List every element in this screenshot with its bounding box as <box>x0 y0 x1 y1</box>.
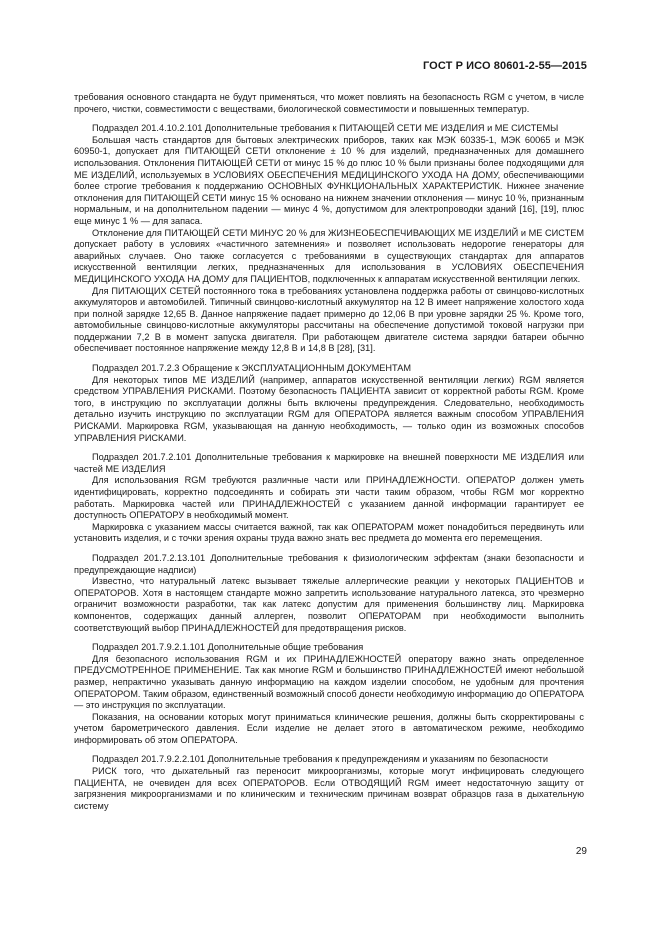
paragraph: Большая часть стандартов для бытовых электрических приборов, таких как МЭК 60335-1, МЭК 60065 и МЭК 60950-1, допускает для ПИТАЮЩЕЙ СЕТИ отклонение ± 10 % для изделий, предназначенных для домашнего использования. Отклонения ПИТАЮЩЕЙ СЕТИ от минус 15 % до плюс 10 % были признаны более подходящими для МЕ ИЗДЕЛИЙ, используемых в УСЛОВИЯХ ОБЕСПЕЧЕНИЯ МЕДИЦИНСКОГО УХОДА НА ДОМУ, обеспечивающими более строгие требования к поддержанию ОСНОВНЫХ ФУНКЦИОНАЛЬНЫХ ХАРАКТЕРИСТИК. Нижнее значение отклонения для ПИТАЮЩЕЙ СЕТИ минус 15 % основано на нижнем значении отклонения — минус 10 %, признанным нормальным, и на дополнительном падении — минус 4 %, допустимом для электропроводки зданий [16], [19], плюс еще минус 1 % — для запаса. <box>74 134 584 226</box>
subsection-heading: Подраздел 201.7.2.13.101 Дополнительные требования к физиологическим эффектам (знаки безопасности и предупреждающие надписи) <box>74 552 584 575</box>
body-text <box>74 92 584 812</box>
paragraph: Для некоторых типов МЕ ИЗДЕЛИЙ (например, аппаратов искусственной вентиляции легких) RGM является средством УПРАВЛЕНИЯ РИСКАМИ. Поэтому безопасность ПАЦИЕНТА зависит от корректной работы RGM. Кроме того, в инструкцию по эксплуатации должны быть включены предупреждения. Следовательно, необходимость детально изучить инструкцию по эксплуатации RGM для ОПЕРАТОРА является важным способом УПРАВЛЕНИЯ РИСКАМИ. Маркировка RGM, указывающая на данную необходимость, — только один из возможных способов УПРАВЛЕНИЯ РИСКАМИ. <box>74 374 584 443</box>
paragraph: Для использования RGM требуются различные части или ПРИНАДЛЕЖНОСТИ. ОПЕРАТОР должен уметь идентифицировать, корректно подсоединять и собирать эти части таким образом, чтобы RGM мог корректно работать. Маркировка частей или ПРИНАДЛЕЖНОСТЕЙ с указанием данной информации гарантирует ее доступность ОПЕРАТОРУ в необходимый момент. <box>74 475 584 521</box>
paragraph: Показания, на основании которых могут приниматься клинические решения, должны быть скорректированы с учетом барометрического давления. Если изделие не делает этого в автоматическом режиме, необходимо информировать об этом ОПЕРАТОРА. <box>74 711 584 745</box>
page-number: 29 <box>575 846 587 857</box>
paragraph: требования основного стандарта не будут применяться, что может повлиять на безопасность RGM с учетом, в числе прочего, чистки, совместимости с веществами, биологической совместимости и повышенных температур. <box>74 92 584 114</box>
paragraph: Для ПИТАЮЩИХ СЕТЕЙ постоянного тока в требованиях установлена поддержка работы от свинцово-кислотных аккумуляторов и автомобилей. Типичный свинцово-кислотный аккумулятор на 12 В имеет напряжение холостого хода при полной зарядке 12,65 В. Данное напряжение падает примерно до 12,06 В при уровне зарядки 25 %. Кроме того, автомобильные свинцово-кислотные аккумуляторы рассчитаны на обеспечение допустимой токовой нагрузки при поддержании 7,2 В в момент запуска двигателя. При работающем двигателе система зарядки батареи обычно обеспечивает постоянное напряжение между 12,8 В и 14,8 В [28], [31]. <box>74 285 584 354</box>
page-header: ГОСТ Р ИСО 80601-2-55—2015 <box>422 60 587 72</box>
subsection-heading: Подраздел 201.7.2.101 Дополнительные требования к маркировке на внешней поверхности МЕ ИЗДЕЛИЯ или частей МЕ ИЗДЕЛИЯ <box>74 452 584 474</box>
subsection-heading: Подраздел 201.7.2.3 Обращение к ЭКСПЛУАТАЦИОННЫМ ДОКУМЕНТАМ <box>92 363 412 374</box>
paragraph: Отклонение для ПИТАЮЩЕЙ СЕТИ МИНУС 20 % для ЖИЗНЕОБЕСПЕЧИВАЮЩИХ МЕ ИЗДЕЛИЙ и МЕ СИСТЕМ допускает работу в условиях «частичного затемнения» и позволяет использовать недорогие генераторы для аварийных случаев. Оно также согласуется с требованиями в существующих стандартах для аппаратов искусственной вентиляции легких, предназначенных для использования в УСЛОВИЯХ ОБЕСПЕЧЕНИЯ МЕДИЦИНСКОГО УХОДА НА ДОМУ для ПАЦИЕНТОВ, подключенных к аппаратам искусственной вентиляции легких. <box>74 227 584 284</box>
subsection-heading: Подраздел 201.7.9.2.2.101 Дополнительные требования к предупреждениям и указаниям по безопасности <box>92 754 548 765</box>
subsection-heading: Подраздел 201.4.10.2.101 Дополнительные требования к ПИТАЮЩЕЙ СЕТИ МЕ ИЗДЕЛИЯ и МЕ СИСТЕМЫ <box>92 123 559 134</box>
paragraph: Известно, что натуральный латекс вызывает тяжелые аллергические реакции у некоторых ПАЦИЕНТОВ и ОПЕРАТОРОВ. Хотя в настоящем стандарте можно запретить использование натурального латекса, это чрезмерно ограничит возможности разработки, так как латекс допустим для применения большинству лиц. Маркировка компонентов, содержащих данный аллерген, позволит ОПЕРАТОРАМ при необходимости выполнить соответствующий выбор ПРИНАДЛЕЖНОСТЕЙ для предотвращения рисков. <box>74 576 584 633</box>
subsection-heading: Подраздел 201.7.9.2.1.101 Дополнительные общие требования <box>92 642 364 653</box>
paragraph: Для безопасного использования RGM и их ПРИНАДЛЕЖНОСТЕЙ оператору важно знать определенное ПРЕДУСМОТРЕННОЕ ПРИМЕНЕНИЕ. Так как многие RGM и большинство ПРИНАДЛЕЖНОСТЕЙ имеют небольшой размер, непрактично указывать данную информацию на каждом изделии способом, не удобным для прочтения ОПЕРАТОРОМ. Таким образом, единственный возможный способ донести необходимую информацию до ОПЕРАТОРА — это инструкция по эксплуатации. <box>74 653 584 711</box>
paragraph: РИСК того, что дыхательный газ переносит микроорганизмы, которые могут инфицировать следующего ПАЦИЕНТА, не очевиден для всех ОПЕРАТОРОВ. Если ОТВОДЯЩИЙ RGM имеет недостаточную защиту от загрязнения микроорганизмами и по клиническим и техническим причинам возврат образцов газа в дыхательную систему <box>74 766 584 811</box>
paragraph: Маркировка с указанием массы считается важной, так как ОПЕРАТОРАМ может понадобиться передвинуть или установить изделия, и с точки зрения охраны труда важно знать вес предмета до момента его перемещения. <box>74 521 584 544</box>
